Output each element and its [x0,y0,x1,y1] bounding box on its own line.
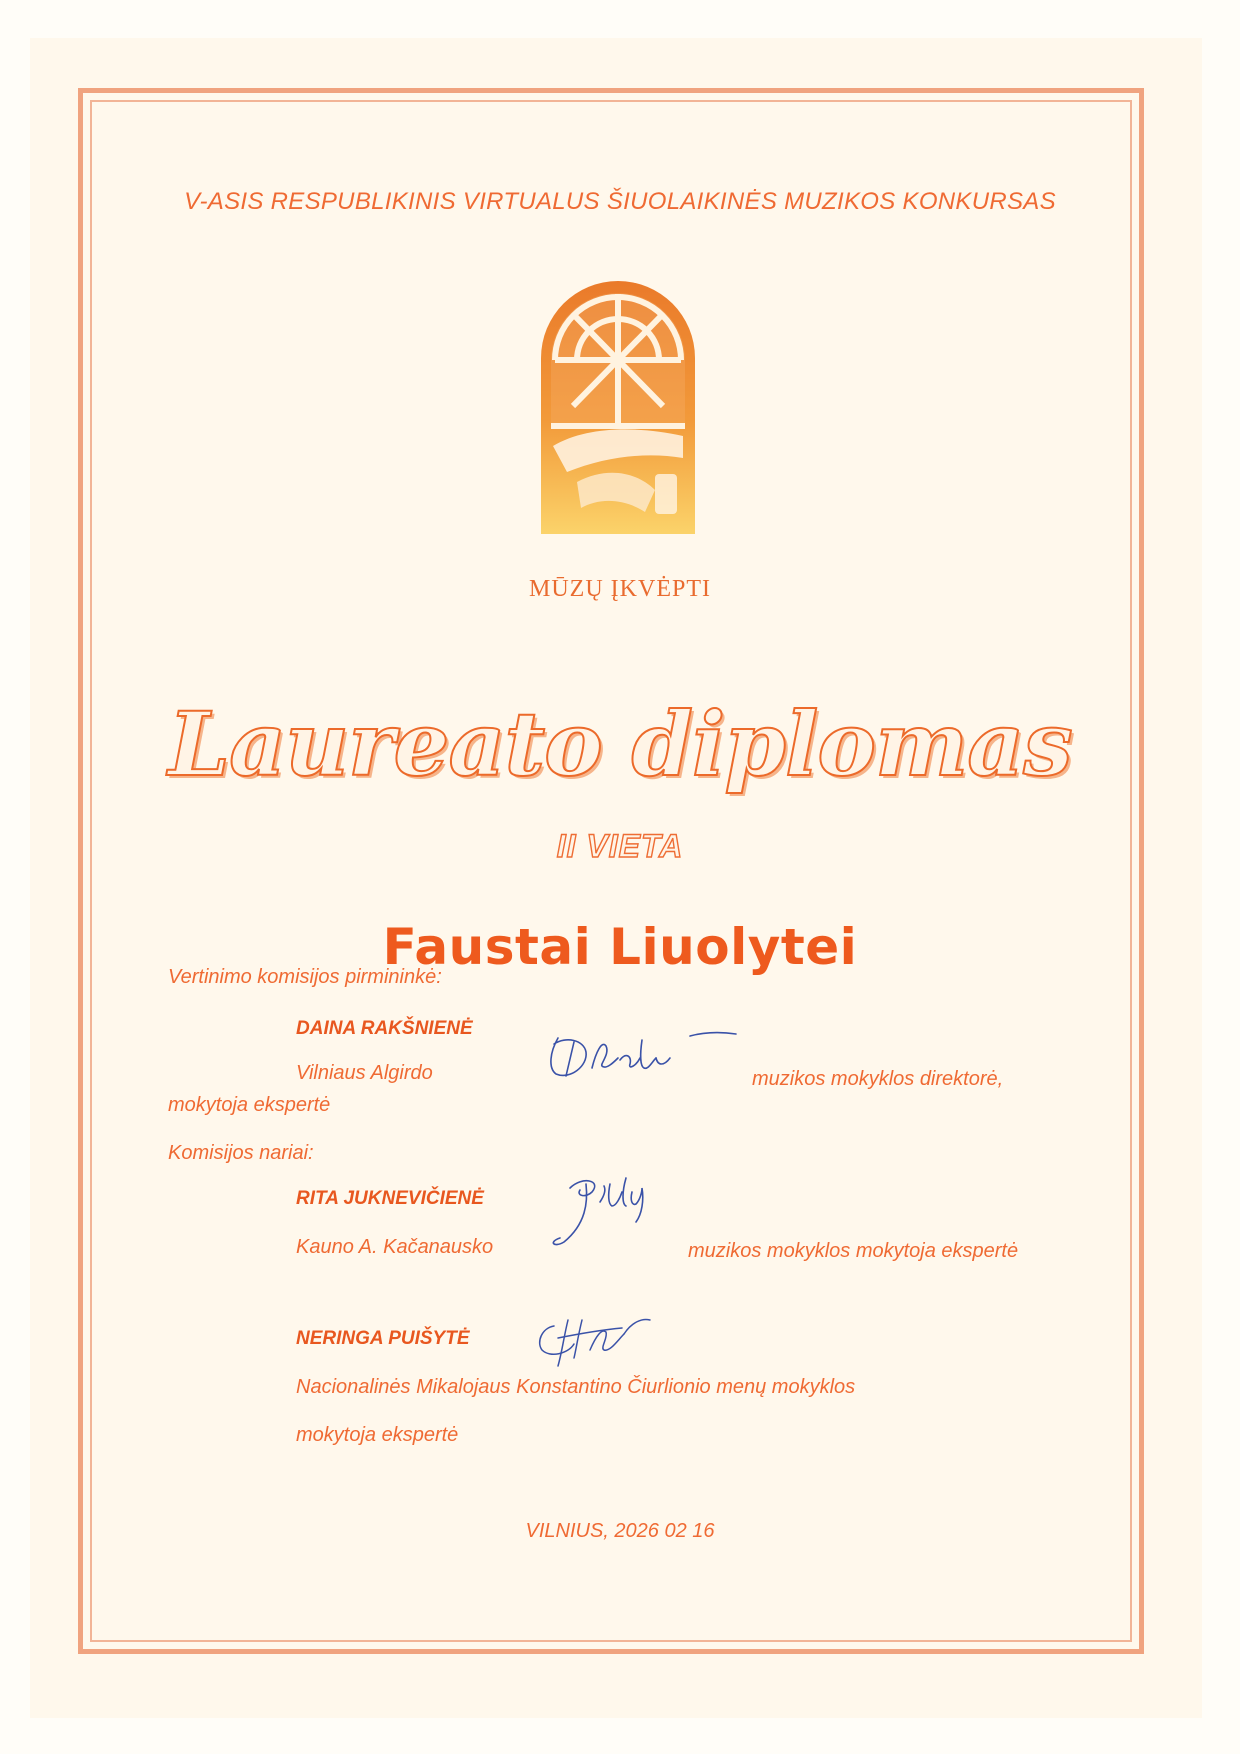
competition-title: V-ASIS RESPUBLIKINIS VIRTUALUS ŠIUOLAIKINĖS MUZIKOS KONKURSAS [184,188,1056,215]
member-1-signature [540,1166,680,1252]
logo-caption: MŪZŲ ĮKVĖPTI [529,576,711,602]
chair-school: Vilniaus Algirdo [296,1062,433,1084]
diploma-title: Laureato diplomas [168,692,1072,796]
members-label: Komisijos nariai: [168,1142,314,1164]
member-1-position: muzikos mokyklos mokytoja ekspertė [688,1240,1019,1262]
member-2-name: NERINGA PUIŠYTĖ [296,1328,470,1349]
chair-position: muzikos mokyklos direktorė, [752,1068,1004,1090]
chair-position-cont: mokytoja ekspertė [168,1094,331,1116]
member-2-position: mokytoja ekspertė [296,1424,459,1446]
chair-signature [540,1022,740,1084]
muzu-ikvepti-logo [537,276,699,536]
member-1-name: RITA JUKNEVIČIENĖ [296,1188,484,1209]
place-date: VILNIUS, 2026 02 16 [525,1520,715,1542]
place-award: II VIETA [556,828,684,864]
member-1-school: Kauno A. Kačanausko [296,1236,494,1258]
chair-name: DAINA RAKŠNIENĖ [296,1018,473,1039]
recipient-name: Faustai Liuolytei [382,918,858,976]
chair-label: Vertinimo komisijos pirmininkė: [168,966,442,988]
member-2-signature [528,1306,658,1372]
member-2-school: Nacionalinės Mikalojaus Konstantino Čiurlionio menų mokyklos [296,1376,856,1398]
